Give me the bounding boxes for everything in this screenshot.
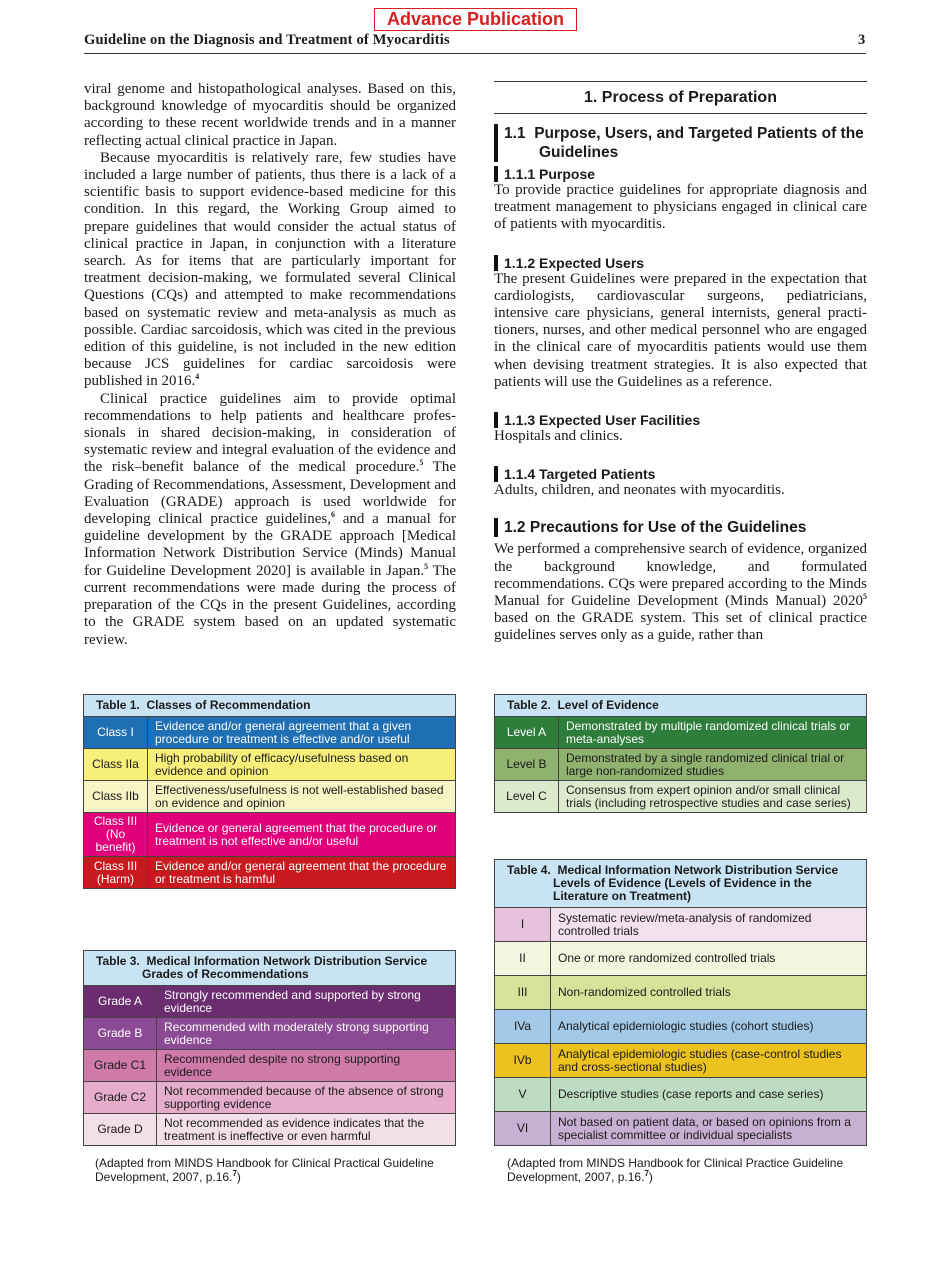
table-row [495,781,867,813]
row-label: V [495,1078,551,1112]
row-description: Demonstrated by a single randomized clinical trial or large non-randomized studies [559,749,867,781]
section-heading: 1. Process of Preparation [494,81,867,114]
page-number: 3 [858,32,866,48]
reference-superscript: 6 [330,510,335,520]
subsection-heading-1-1: 1.1 Purpose, Users, and Targeted Patients of the Guidelines [494,124,867,162]
table-row [84,813,456,857]
reference-superscript: 4 [195,372,200,382]
paragraph-precautions: We performed a comprehensive search of evidence, organized the background knowledge, and formulated recommendations. CQs were prepared according to the Minds Manual for Guideline Development (Minds Manual) 2020$^5$ based on the GRADE system. This set of clinical practice guidelines serves only as a guide, rather than [494,541,867,644]
table-row [84,857,456,889]
row-description: Evidence or general agreement that the procedure or treatment is not effective and/or useful [148,813,456,857]
paragraph-grade-approach: Clinical practice guidelines aim to provide optimal recommendations to help patients and healthcare professionals in shared decision-making, in consideration of systematic review and integral evaluation of the evidence and the risk–benefit balance of the medical procedure.$^5$ The Grading of Recommendations, Assessment, Development and Evaluation (GRADE) approach is used worldwide for developing clinical practice guidelines,$^6$ and a manual for guideline development by the GRADE approach [Medical Information Network Distribution Service (Minds) Manual for Guideline Development 2020] is available in Japan.$^5$ The current recommendations were made during the process of preparation of the CQs in the present Guidelines, according to the GRADE system based on an updated systematic review. [84,390,457,648]
table4-source-note: (Adapted from MINDS Handbook for Clinical Practice Guideline Development, 2007, p.16.$^7$) [507,1156,844,1184]
row-description: Evidence and/or general agreement that a given procedure or treatment is effective and/or useful [148,717,456,749]
table-minds-grades-of-recommendation [83,950,456,1146]
row-description: Consensus from expert opinion and/or small clinical trials (including retrospective studies and case series) [559,781,867,813]
heading-user-facilities: 1.1.3 Expected User Facilities [494,412,867,428]
row-description: Systematic review/meta-analysis of randomized controlled trials [551,908,867,942]
advance-publication-badge: Advance Publication [374,8,577,31]
row-label: Grade B [84,1018,157,1050]
row-label: Grade D [84,1114,157,1146]
row-label: IVb [495,1044,551,1078]
row-label: I [495,908,551,942]
table-row [495,976,867,1010]
table-row [495,1112,867,1146]
table-row [495,749,867,781]
row-description: Evidence and/or general agreement that the procedure or treatment is harmful [148,857,456,889]
paragraph-rarity: Because myocarditis is relatively rare, few studies have included a large number of patients, thus there is a lack of a scientific basis to support evidence-based medicine for this condition. In this regard, the Working Group aimed to prepare guidelines that would consider the actual status of clinical practice in Japan, in conjunction with a literature search. As for items that are particularly important for treatment decision-making, we formulated several Clinical Questions (CQs) and attempted to make recommendations based on systematic review and meta-analysis as much as possible. Cardiac sarcoidosis, which was cited in the previous edition of this guideline, is not included in the new edition because JCS guidelines for cardiac sarcoidosis were published in 2016.$^4$ [84,149,456,390]
paragraph-intro-continued: viral genome and histopathological analyses. Based on this, background knowledge of myocarditis should be organized according to these recent worldwide trends and in a manner reflecting actual clinical practice in Japan. [84,81,456,149]
row-description: Non-randomized controlled trials [551,976,867,1010]
paragraph-targeted-patients: Adults, children, and neonates with myocarditis. [494,482,785,499]
running-title: Guideline on the Diagnosis and Treatment of Myocarditis [84,32,450,48]
row-label: III [495,976,551,1010]
row-description: Demonstrated by multiple randomized clinical trials or meta-analyses [559,717,867,749]
table-row [495,1044,867,1078]
reference-superscript: 5 [424,561,429,571]
table3-source-note: (Adapted from MINDS Handbook for Clinical Practical Guideline Development, 2007, p.16.$^7$) [95,1156,434,1184]
row-description: Analytical epidemiologic studies (case-control studies and cross-sectional studies) [551,1044,867,1078]
table-row [84,986,456,1018]
row-description: Descriptive studies (case reports and case series) [551,1078,867,1112]
table-caption: Table 2. Level of Evidence [495,695,867,717]
row-description: Not recommended because of the absence of strong supporting evidence [157,1082,456,1114]
table-row [84,749,456,781]
table-row [495,908,867,942]
row-description: Strongly recommended and supported by strong evidence [157,986,456,1018]
row-label: Class IIb [84,781,148,813]
row-description: Recommended with moderately strong supporting evidence [157,1018,456,1050]
row-label: Class IIa [84,749,148,781]
row-label: VI [495,1112,551,1146]
table-row [84,1018,456,1050]
header-rule [84,53,866,54]
table-row [495,1078,867,1112]
table-classes-of-recommendation [83,694,456,889]
table-minds-levels-of-evidence [494,859,867,1146]
row-label: II [495,942,551,976]
paragraph-user-facilities: Hospitals and clinics. [494,428,623,445]
row-description: Not recommended as evidence indicates that the treatment is ineffective or even harmful [157,1114,456,1146]
row-description: Not based on patient data, or based on opinions from a specialist committee or individual specialists [551,1112,867,1146]
row-label: Level C [495,781,559,813]
table-caption: Table 4. Medical Information Network Distribution Service Levels of Evidence (Levels of Evidence in the Literature on Treatment) [495,860,867,908]
reference-superscript: 5 [419,458,424,468]
heading-expected-users: 1.1.2 Expected Users [494,255,867,271]
left-column [84,81,456,649]
table-level-of-evidence [494,694,867,813]
table-caption: Table 3. Medical Information Network Distribution Service Grades of Recommendations [84,951,456,986]
row-label: Class III (No benefit) [84,813,148,857]
paragraph-purpose: To provide practice guidelines for appropriate diagnosis and treatment management to physicians engaged in clinical care of patients with myocarditis. [494,182,867,233]
table-row [84,781,456,813]
row-label: Class I [84,717,148,749]
row-label: IVa [495,1010,551,1044]
table-row [495,717,867,749]
row-label: Level B [495,749,559,781]
row-label: Class III (Harm) [84,857,148,889]
table-caption: Table 1. Classes of Recommendation [84,695,456,717]
table-row [84,1050,456,1082]
row-description: Analytical epidemiologic studies (cohort studies) [551,1010,867,1044]
row-description: One or more randomized controlled trials [551,942,867,976]
right-column [494,81,867,645]
row-description: Recommended despite no strong supporting evidence [157,1050,456,1082]
row-description: High probability of efficacy/usefulness based on evidence and opinion [148,749,456,781]
heading-targeted-patients: 1.1.4 Targeted Patients [494,466,867,482]
reference-superscript: 5 [863,592,867,602]
table-row [84,717,456,749]
row-description: Effectiveness/usefulness is not well-established based on evidence and opinion [148,781,456,813]
row-label: Grade C1 [84,1050,157,1082]
paragraph-expected-users: The present Guidelines were prepared in the expectation that cardiologists, cardiovascular surgeons, pediatricians, intensive care physicians, general internists, general practitioners, nurses, and other medical personnel who are engaged in the clinical care of myocarditis patients would use them when devising treatment strategies. It is also expected that patients will use the Guidelines as a reference. [494,270,867,390]
subsection-heading-1-2: 1.2 Precautions for Use of the Guidelines [494,518,867,537]
heading-purpose: 1.1.1 Purpose [494,166,867,182]
row-label: Level A [495,717,559,749]
table-row [495,1010,867,1044]
table-row [84,1114,456,1146]
table-row [84,1082,456,1114]
row-label: Grade C2 [84,1082,157,1114]
row-label: Grade A [84,986,157,1018]
table-row [495,942,867,976]
